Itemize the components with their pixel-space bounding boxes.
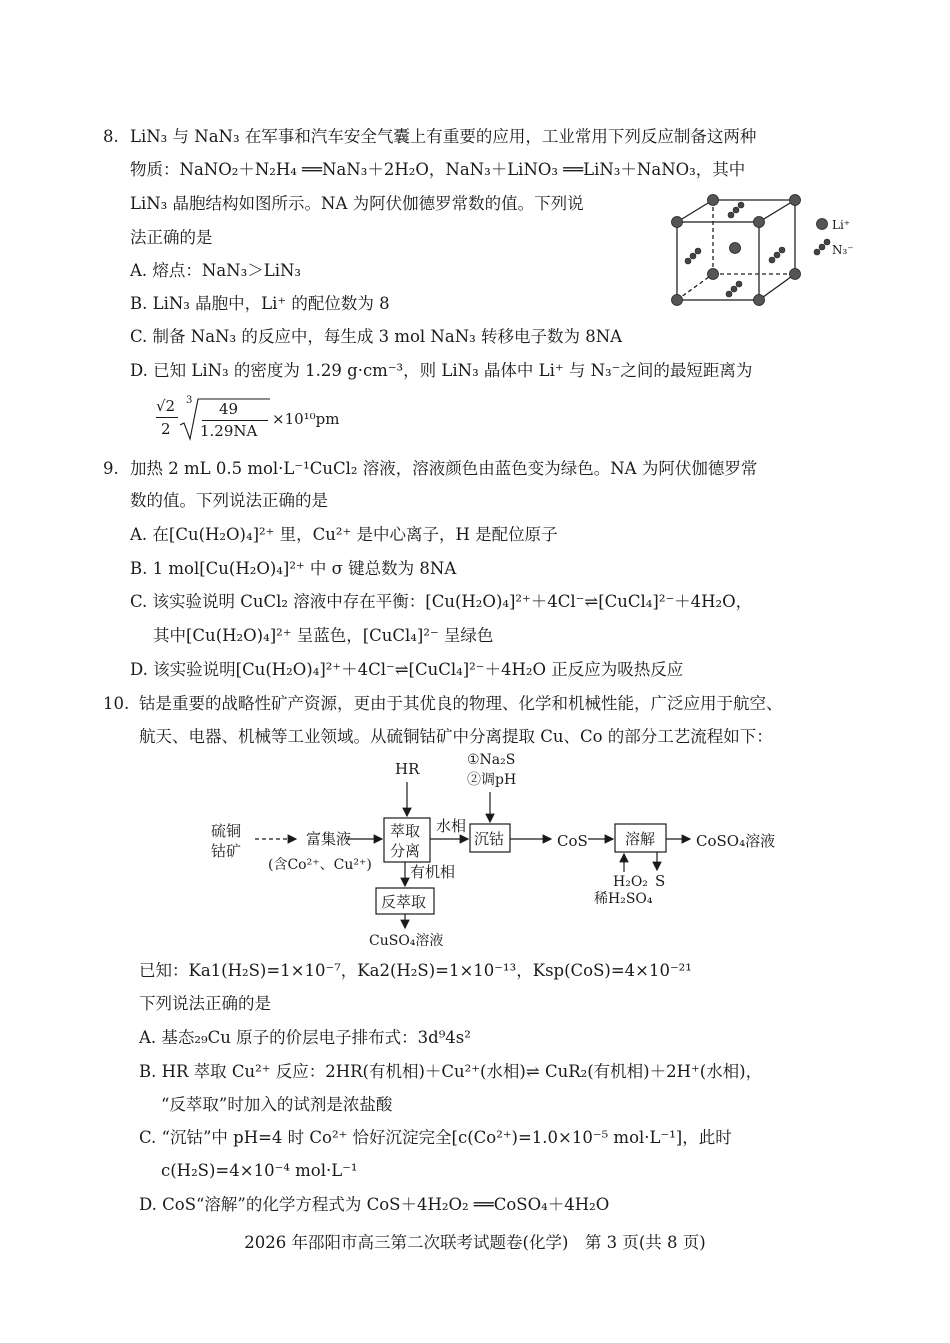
- q8-line2: 物质：NaNO₂＋N₂H₄ ══NaN₃＋2H₂O，NaN₃＋LiNO₃ ══LiN₃＋NaNO₃，其中: [130, 160, 746, 179]
- q9-line1: 加热 2 mL 0.5 mol·L⁻¹CuCl₂ 溶液，溶液颜色由蓝色变为绿色。NA 为阿伏伽德罗常: [130, 459, 758, 478]
- q8-option-d: D. 已知 LiN₃ 的密度为 1.29 g·cm⁻³，则 LiN₃ 晶体中 Li⁺ 与 N₃⁻之间的最短距离为: [130, 361, 753, 380]
- rich-liquor-label: 富集液: [306, 830, 352, 848]
- process-flow-diagram: [0, 752, 950, 952]
- formula-root-index: 3: [186, 395, 193, 406]
- q8-option-a: A. 熔点：NaN₃＞LiN₃: [130, 261, 302, 280]
- extract-box-label-2: 分离: [390, 842, 421, 860]
- reagent-label-1: ①Na₂S: [467, 752, 516, 768]
- q8-option-c: C. 制备 NaN₃ 的反应中，每生成 3 mol NaN₃ 转移电子数为 8NA: [130, 327, 623, 346]
- sulfur-label: S: [655, 872, 666, 890]
- q8-option-b: B. LiN₃ 晶胞中，Li⁺ 的配位数为 8: [130, 294, 390, 313]
- back-extract-box-label: 反萃取: [381, 893, 427, 911]
- q10-option-c2: c(H₂S)=4×10⁻⁴ mol·L⁻¹: [161, 1161, 358, 1180]
- legend-li-label: Li⁺: [832, 218, 851, 232]
- q10-line2: 航天、电器、机械等工业领域。从硫铜钴矿中分离提取 Cu、Co 的部分工艺流程如下：: [139, 727, 773, 746]
- dissolve-box-label: 溶解: [625, 830, 656, 848]
- q10-number: 10.: [103, 694, 130, 713]
- formula-coef-den: 2: [161, 420, 171, 438]
- ore-label-2: 钴矿: [211, 842, 242, 860]
- q9-option-a: A. 在[Cu(H₂O)₄]²⁺ 里，Cu²⁺ 是中心离子，H 是配位原子: [130, 525, 558, 544]
- organic-phase-label: 有机相: [410, 863, 456, 881]
- hr-label: HR: [395, 760, 420, 778]
- formula-coef-bar: [156, 417, 178, 418]
- h2so4-label: 稀H₂SO₄: [594, 891, 653, 907]
- extract-box-label-1: 萃取: [390, 822, 421, 840]
- rich-liquor-note: (含Co²⁺、Cu²⁺): [268, 857, 372, 873]
- q8-line4: 法正确的是: [130, 228, 213, 247]
- reagent-label-2: ②调pH: [467, 772, 517, 788]
- q10-option-d: D. CoS“溶解”的化学方程式为 CoS＋4H₂O₂ ══CoSO₄＋4H₂O: [139, 1195, 610, 1214]
- q9-option-b: B. 1 mol[Cu(H₂O)₄]²⁺ 中 σ 键总数为 8NA: [130, 559, 457, 578]
- q8-number: 8.: [103, 127, 119, 146]
- q10-known: 已知：Ka1(H₂S)=1×10⁻⁷，Ka2(H₂S)=1×10⁻¹³，Ksp(CoS)=4×10⁻²¹: [139, 961, 692, 980]
- q10-line1: 钴是重要的战略性矿产资源，更由于其优良的物理、化学和机械性能，广泛应用于航空、: [139, 694, 783, 713]
- formula-tail: ×10¹⁰pm: [272, 410, 340, 428]
- n3-legend-icon: [814, 239, 830, 255]
- q8-line3: LiN₃ 晶胞结构如图所示。NA 为阿伏伽德罗常数的值。下列说: [130, 194, 584, 213]
- h2o2-label: H₂O₂: [613, 874, 648, 890]
- lin3-unit-cell-figure: [665, 188, 870, 313]
- cuso4-label: CuSO₄溶液: [369, 933, 444, 949]
- legend-n3-label: N₃⁻: [832, 243, 854, 257]
- q10-option-a: A. 基态₂₉Cu 原子的价层电子排布式：3d⁹4s²: [139, 1028, 471, 1047]
- q8-line1: LiN₃ 与 NaN₃ 在军事和汽车安全气囊上有重要的应用，工业常用下列反应制备这两种: [130, 127, 757, 146]
- q10-option-b2: “反萃取”时加入的试剂是浓盐酸: [161, 1095, 393, 1114]
- q8-formula: [150, 395, 370, 447]
- precip-box-label: 沉钴: [474, 830, 505, 848]
- ore-label-1: 硫铜: [211, 822, 242, 840]
- cos-label: CoS: [557, 832, 588, 850]
- q9-option-d: D. 该实验说明[Cu(H₂O)₄]²⁺＋4Cl⁻⇌[CuCl₄]²⁻＋4H₂O 正反应为吸热反应: [130, 660, 684, 679]
- q9-option-c1: C. 该实验说明 CuCl₂ 溶液中存在平衡：[Cu(H₂O)₄]²⁺＋4Cl⁻⇌[CuCl₄]²⁻＋4H₂O，: [130, 592, 753, 611]
- formula-frac-den: 1.29NA: [200, 422, 258, 440]
- aqueous-phase-label: 水相: [436, 817, 467, 835]
- li-legend-icon: [817, 219, 828, 230]
- formula-frac-num: 49: [219, 400, 239, 418]
- q9-option-c2: 其中[Cu(H₂O)₄]²⁺ 呈蓝色，[CuCl₄]²⁻ 呈绿色: [153, 626, 494, 645]
- q10-option-c1: C. “沉钴”中 pH=4 时 Co²⁺ 恰好沉淀完全[c(Co²⁺)=1.0×10⁻⁵ mol·L⁻¹]，此时: [139, 1128, 732, 1147]
- q9-number: 9.: [103, 459, 119, 478]
- q10-prompt: 下列说法正确的是: [139, 994, 271, 1013]
- q9-line2: 数的值。下列说法正确的是: [130, 491, 328, 510]
- page-footer: 2026 年邵阳市高三第二次联考试题卷(化学) 第 3 页(共 8 页): [244, 1233, 706, 1252]
- formula-coef-num: √2: [156, 397, 176, 415]
- formula-frac-bar: [202, 420, 268, 421]
- q10-option-b1: B. HR 萃取 Cu²⁺ 反应：2HR(有机相)＋Cu²⁺(水相)⇌ CuR₂(有机相)＋2H⁺(水相)，: [139, 1062, 763, 1081]
- coso4-label: CoSO₄溶液: [696, 832, 776, 850]
